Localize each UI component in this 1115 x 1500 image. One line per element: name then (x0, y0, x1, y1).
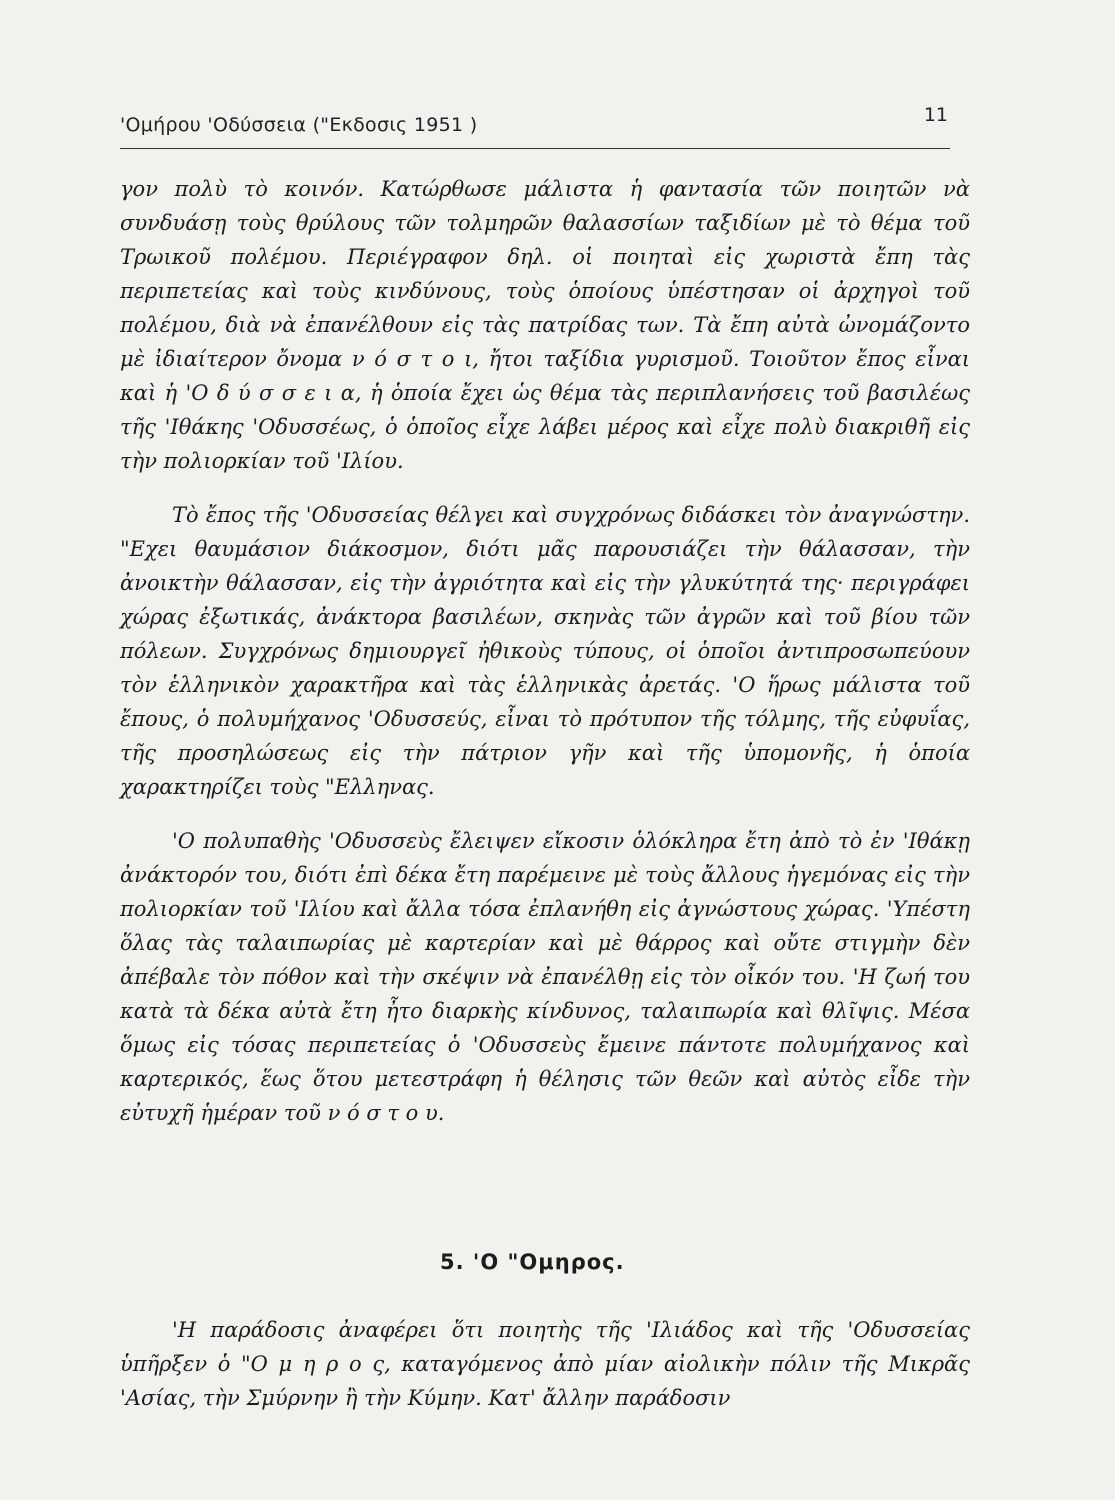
page-number: 11 (923, 104, 948, 126)
paragraph-3: 'Ο πολυπαθὴς 'Οδυσσεὺς ἔλειψεν εἴκοσιν ὁλόκληρα ἔτη ἀπὸ τὸ ἐν 'Ιθάκῃ ἀνάκτορόν του, διότι ἐπὶ δέκα ἔτη παρέμεινε μὲ τοὺς ἄλλους ἡγεμόνας εἰς τὴν πολιορκίαν τοῦ 'Ιλίου καὶ ἄλλα τόσα ἐπλανήθη εἰς ἀγνώστους χώρας. 'Υπέστη ὅλας τὰς ταλαιπωρίας μὲ καρτερίαν καὶ μὲ θάρρος καὶ οὔτε στιγμὴν δὲν ἀπέβαλε τὸν πόθον καὶ τὴν σκέψιν νὰ ἐπανέλθῃ εἰς τὸν οἶκόν του. 'Η ζωή του κατὰ τὰ δέκα αὐτὰ ἔτη ἦτο διαρκὴς κίνδυνος, ταλαιπωρία καὶ θλῖψις. Μέσα ὅμως εἰς τόσας περιπετείας ὁ 'Οδυσσεὺς ἔμεινε πάντοτε πολυμήχανος καὶ καρτερικός, ἕως ὅτου μετεστράφη ἡ θέλησις τῶν θεῶν καὶ αὐτὸς εἶδε τὴν εὐτυχῆ ἡμέραν τοῦ ν ό σ τ ο υ. (120, 829, 970, 1125)
header-rule (120, 148, 950, 149)
body-text (120, 172, 970, 1130)
running-header (120, 104, 960, 144)
section-heading: 5. 'Ο "Ομηρος. (440, 1250, 625, 1274)
paragraph-2: Τὸ ἔπος τῆς 'Οδυσσείας θέλγει καὶ συγχρόνως διδάσκει τὸν ἀναγνώστην. "Εχει θαυμάσιον διάκοσμον, διότι μᾶς παρουσιάζει τὴν θάλασσαν, τὴν ἀνοικτὴν θάλασσαν, εἰς τὴν ἀγριότητα καὶ εἰς τὴν γλυκύτητά της· περιγράφει χώρας ἐξωτικάς, ἀνάκτορα βασιλέων, σκηνὰς τῶν ἀγρῶν καὶ τοῦ βίου τῶν πόλεων. Συγχρόνως δημιουργεῖ ἠθικοὺς τύπους, οἱ ὁποῖοι ἀντιπροσωπεύουν τὸν ἑλληνικὸν χαρακτῆρα καὶ τὰς ἑλληνικὰς ἀρετάς. 'Ο ἥρως μάλιστα τοῦ ἔπους, ὁ πολυμήχανος 'Οδυσσεύς, εἶναι τὸ πρότυπον τῆς τόλμης, τῆς εὐφυΐας, τῆς προσηλώσεως εἰς τὴν πάτριον γῆν καὶ τῆς ὑπομονῆς, ἡ ὁποία χαρακτηρίζει τοὺς "Ελληνας. (120, 503, 970, 799)
header-title: 'Ομήρου 'Οδύσσεια ("Εκδοσις 1951 ) (120, 114, 478, 136)
paragraph-1: γον πολὺ τὸ κοινόν. Κατώρθωσε μάλιστα ἡ φαντασία τῶν ποιητῶν νὰ συνδυάσῃ τοὺς θρύλους τῶν τολμηρῶν θαλασσίων ταξιδίων μὲ τὸ θέμα τοῦ Τρωικοῦ πολέμου. Περιέγραφον δηλ. οἱ ποιηταὶ εἰς χωριστὰ ἔπη τὰς περιπετείας καὶ τοὺς κινδύνους, τοὺς ὁποίους ὑπέστησαν οἱ ἀρχηγοὶ τοῦ πολέμου, διὰ νὰ ἐπανέλθουν εἰς τὰς πατρίδας των. Τὰ ἔπη αὐτὰ ὠνομάζοντο μὲ ἰδιαίτερον ὄνομα ν ό σ τ ο ι, ἤτοι ταξίδια γυρισμοῦ. Τοιοῦτον ἔπος εἶναι καὶ ἡ 'Ο δ ύ σ σ ε ι α, ἡ ὁποία ἔχει ὡς θέμα τὰς περιπλανήσεις τοῦ βασιλέως τῆς 'Ιθάκης 'Οδυσσέως, ὁ ὁποῖος εἶχε λάβει μέρος καὶ εἶχε πολὺ διακριθῆ εἰς τὴν πολιορκίαν τοῦ 'Ιλίου. (120, 177, 970, 473)
paragraph-4: 'Η παράδοσις ἀναφέρει ὅτι ποιητὴς τῆς 'Ιλιάδος καὶ τῆς 'Οδυσσείας ὑπῆρξεν ὁ "Ο μ η ρ ο ς, καταγόμενος ἀπὸ μίαν αἰολικὴν πόλιν τῆς Μικρᾶς 'Ασίας, τὴν Σμύρνην ἢ τὴν Κύμην. Κατ' ἄλλην παράδοσιν (120, 1318, 970, 1410)
